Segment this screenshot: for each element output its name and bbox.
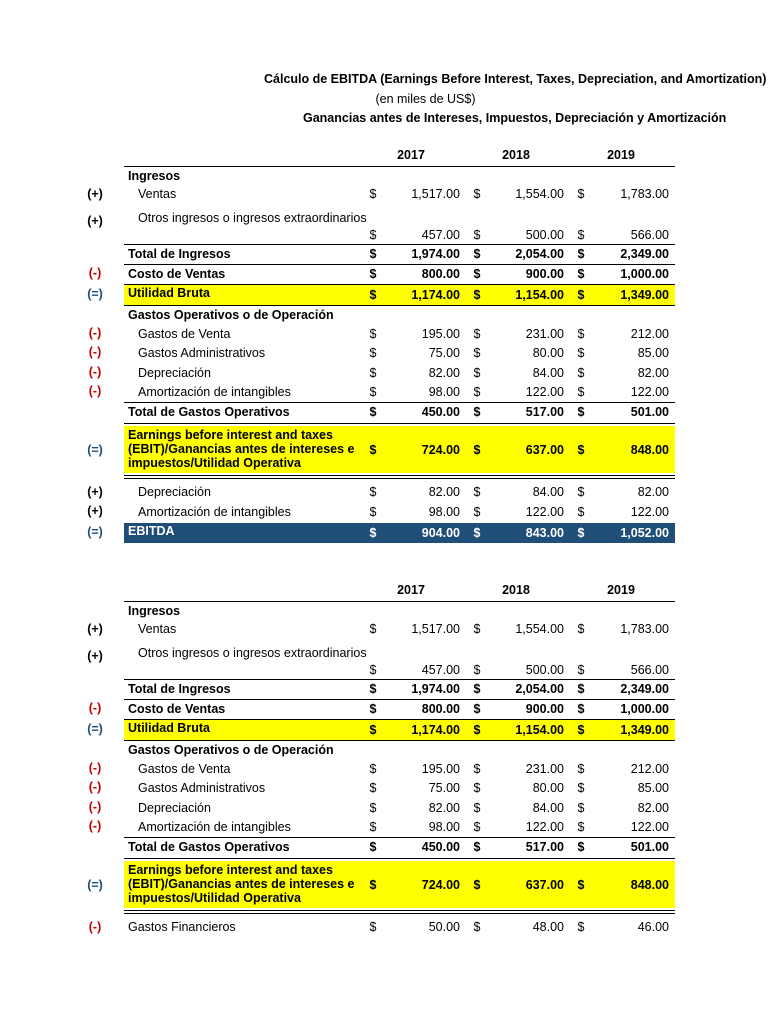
sign-marker: (+) [87, 622, 103, 636]
row-utilidad-bruta [124, 720, 675, 740]
value-cell: 843.00 [525, 526, 564, 540]
row-label: Total de Ingresos [128, 682, 231, 696]
sign-marker: (-) [88, 761, 102, 775]
currency-symbol: $ [577, 702, 585, 716]
currency-symbol: $ [369, 682, 377, 696]
currency-symbol: $ [473, 920, 481, 934]
row-depreciacion-add [124, 484, 675, 500]
value-cell: 85.00 [637, 781, 669, 795]
currency-symbol: $ [369, 762, 377, 776]
value-cell: 1,974.00 [411, 682, 460, 696]
currency-symbol: $ [577, 878, 585, 892]
value-cell: 195.00 [421, 327, 460, 341]
currency-symbol: $ [577, 622, 585, 636]
row-divider [124, 910, 675, 914]
row-label: EBITDA [128, 524, 175, 538]
row-utilidad-bruta [124, 285, 675, 305]
currency-symbol: $ [577, 346, 585, 360]
row-label: Depreciación [138, 801, 211, 815]
value-cell: 82.00 [428, 485, 460, 499]
value-cell: 46.00 [637, 920, 669, 934]
currency-symbol: $ [473, 485, 481, 499]
currency-symbol: $ [473, 187, 481, 201]
currency-symbol: $ [473, 663, 481, 677]
year-label: 2018 [502, 583, 530, 597]
currency-symbol: $ [369, 505, 377, 519]
row-ebitda [124, 523, 675, 543]
value-cell: 2,349.00 [620, 247, 669, 261]
row-gastos-venta [124, 326, 675, 342]
section-header [124, 603, 675, 619]
value-cell: 800.00 [421, 267, 460, 281]
row-label: Depreciación [138, 366, 211, 380]
section-header [124, 307, 675, 323]
value-cell: 1,000.00 [620, 702, 669, 716]
currency-symbol: $ [473, 247, 481, 261]
currency-symbol: $ [577, 723, 585, 737]
value-cell: 1,174.00 [411, 723, 460, 737]
value-cell: 195.00 [421, 762, 460, 776]
row-otros-ingresos [124, 211, 675, 245]
value-cell: 212.00 [630, 762, 669, 776]
row-gastos-venta [124, 761, 675, 777]
value-cell: 1,349.00 [620, 723, 669, 737]
row-otros-ingresos [124, 646, 675, 680]
value-cell: 900.00 [525, 702, 564, 716]
row-label: Earnings before interest and taxes (EBIT)/Ganancias antes de intereses e impuestos/Utilidad Operativa [128, 863, 355, 905]
section-header-label: Gastos Operativos o de Operación [128, 308, 334, 322]
value-cell: 82.00 [637, 485, 669, 499]
currency-symbol: $ [473, 762, 481, 776]
currency-symbol: $ [577, 267, 585, 281]
row-divider [124, 305, 675, 306]
currency-symbol: $ [577, 505, 585, 519]
sign-marker: (-) [88, 800, 102, 814]
currency-symbol: $ [473, 288, 481, 302]
currency-symbol: $ [473, 781, 481, 795]
value-cell: 457.00 [421, 663, 460, 677]
currency-symbol: $ [369, 723, 377, 737]
currency-symbol: $ [473, 682, 481, 696]
row-total-gastos [124, 839, 675, 855]
value-cell: 2,054.00 [515, 682, 564, 696]
currency-symbol: $ [577, 663, 585, 677]
currency-symbol: $ [369, 526, 377, 540]
currency-symbol: $ [577, 781, 585, 795]
value-cell: 1,154.00 [515, 288, 564, 302]
row-divider [124, 679, 675, 680]
value-cell: 900.00 [525, 267, 564, 281]
section-header-label: Ingresos [128, 604, 181, 618]
row-amortizacion [124, 819, 675, 835]
section-header-label: Ingresos [128, 169, 181, 183]
value-cell: 501.00 [630, 840, 669, 854]
row-divider [124, 244, 675, 245]
value-cell: 1,000.00 [620, 267, 669, 281]
value-cell: 1,554.00 [515, 187, 564, 201]
value-cell: 84.00 [532, 485, 564, 499]
value-cell: 1,517.00 [411, 622, 460, 636]
value-cell: 122.00 [630, 820, 669, 834]
row-label: Total de Ingresos [128, 247, 231, 261]
value-cell: 1,517.00 [411, 187, 460, 201]
currency-symbol: $ [577, 288, 585, 302]
value-cell: 122.00 [630, 385, 669, 399]
value-cell: 82.00 [637, 366, 669, 380]
currency-symbol: $ [577, 840, 585, 854]
currency-symbol: $ [473, 723, 481, 737]
value-cell: 82.00 [428, 801, 460, 815]
currency-symbol: $ [473, 878, 481, 892]
section-header [124, 742, 675, 758]
currency-symbol: $ [473, 820, 481, 834]
year-label: 2017 [397, 583, 425, 597]
sign-marker: (-) [88, 920, 102, 934]
sign-marker: (+) [87, 649, 103, 663]
value-cell: 457.00 [421, 228, 460, 242]
currency-symbol: $ [473, 622, 481, 636]
value-cell: 500.00 [525, 663, 564, 677]
row-label: Costo de Ventas [128, 267, 226, 281]
value-cell: 904.00 [421, 526, 460, 540]
value-cell: 82.00 [637, 801, 669, 815]
row-divider [124, 837, 675, 838]
value-cell: 848.00 [630, 878, 669, 892]
currency-symbol: $ [369, 920, 377, 934]
row-divider [124, 166, 675, 167]
currency-symbol: $ [577, 405, 585, 419]
currency-symbol: $ [369, 840, 377, 854]
sign-marker: (-) [88, 701, 102, 715]
currency-symbol: $ [577, 366, 585, 380]
currency-symbol: $ [473, 443, 481, 457]
value-cell: 450.00 [421, 840, 460, 854]
value-cell: 80.00 [532, 346, 564, 360]
row-label: Amortización de intangibles [138, 505, 291, 519]
row-label: Gastos Administrativos [138, 346, 266, 360]
value-cell: 122.00 [630, 505, 669, 519]
sign-marker: (-) [88, 266, 102, 280]
row-label: Total de Gastos Operativos [128, 840, 290, 854]
row-label: Costo de Ventas [128, 702, 226, 716]
currency-symbol: $ [577, 485, 585, 499]
row-divider [124, 740, 675, 741]
currency-symbol: $ [369, 878, 377, 892]
sign-marker: (=) [87, 525, 103, 539]
sign-marker: (-) [88, 365, 102, 379]
value-cell: 566.00 [630, 228, 669, 242]
row-label: Total de Gastos Operativos [128, 405, 290, 419]
row-amortizacion [124, 384, 675, 400]
row-costo-ventas [124, 266, 675, 282]
value-cell: 84.00 [532, 366, 564, 380]
currency-symbol: $ [577, 385, 585, 399]
currency-symbol: $ [369, 247, 377, 261]
value-cell: 637.00 [525, 878, 564, 892]
currency-symbol: $ [369, 663, 377, 677]
currency-symbol: $ [473, 840, 481, 854]
row-label: Gastos de Venta [138, 762, 231, 776]
value-cell: 48.00 [532, 920, 564, 934]
currency-symbol: $ [577, 327, 585, 341]
value-cell: 1,974.00 [411, 247, 460, 261]
currency-symbol: $ [473, 228, 481, 242]
value-cell: 517.00 [525, 405, 564, 419]
currency-symbol: $ [473, 346, 481, 360]
value-cell: 50.00 [428, 920, 460, 934]
row-divider [124, 699, 675, 700]
row-gastos-financieros [124, 919, 675, 935]
currency-symbol: $ [369, 267, 377, 281]
value-cell: 517.00 [525, 840, 564, 854]
value-cell: 637.00 [525, 443, 564, 457]
currency-symbol: $ [577, 762, 585, 776]
currency-symbol: $ [577, 920, 585, 934]
value-cell: 84.00 [532, 801, 564, 815]
row-ventas [124, 621, 675, 637]
row-depreciacion [124, 365, 675, 381]
currency-symbol: $ [577, 801, 585, 815]
currency-symbol: $ [577, 187, 585, 201]
value-cell: 724.00 [421, 878, 460, 892]
row-label: Otros ingresos o ingresos extraordinarios [138, 646, 367, 660]
sign-marker: (-) [88, 819, 102, 833]
currency-symbol: $ [369, 327, 377, 341]
value-cell: 85.00 [637, 346, 669, 360]
value-cell: 1,349.00 [620, 288, 669, 302]
row-depreciacion [124, 800, 675, 816]
row-label: Ventas [138, 622, 177, 636]
value-cell: 500.00 [525, 228, 564, 242]
value-cell: 1,154.00 [515, 723, 564, 737]
row-label: Utilidad Bruta [128, 286, 210, 300]
sign-marker: (-) [88, 345, 102, 359]
currency-symbol: $ [369, 288, 377, 302]
value-cell: 1,174.00 [411, 288, 460, 302]
value-cell: 1,783.00 [620, 622, 669, 636]
row-divider [124, 402, 675, 403]
sheet-subtitle-2: Ganancias antes de Intereses, Impuestos, Depreciación y Amortización [303, 111, 727, 125]
currency-symbol: $ [369, 702, 377, 716]
row-gastos-admin [124, 345, 675, 361]
currency-symbol: $ [473, 505, 481, 519]
value-cell: 122.00 [525, 505, 564, 519]
value-cell: 212.00 [630, 327, 669, 341]
row-label: Gastos de Venta [138, 327, 231, 341]
row-total-gastos [124, 404, 675, 420]
currency-symbol: $ [577, 247, 585, 261]
currency-symbol: $ [473, 327, 481, 341]
currency-symbol: $ [473, 405, 481, 419]
currency-symbol: $ [369, 443, 377, 457]
row-label: Utilidad Bruta [128, 721, 210, 735]
currency-symbol: $ [577, 228, 585, 242]
sheet-subtitle: (en miles de US$) [375, 92, 476, 106]
row-ventas [124, 186, 675, 202]
value-cell: 122.00 [525, 385, 564, 399]
value-cell: 98.00 [428, 820, 460, 834]
sign-marker: (=) [87, 287, 103, 301]
sign-marker: (-) [88, 780, 102, 794]
value-cell: 800.00 [421, 702, 460, 716]
currency-symbol: $ [473, 801, 481, 815]
row-label: Gastos Administrativos [138, 781, 266, 795]
row-label: Depreciación [138, 485, 211, 499]
currency-symbol: $ [369, 346, 377, 360]
currency-symbol: $ [369, 801, 377, 815]
year-header [124, 148, 675, 164]
year-label: 2018 [502, 148, 530, 162]
row-costo-ventas [124, 701, 675, 717]
currency-symbol: $ [577, 820, 585, 834]
row-divider [124, 264, 675, 265]
sign-marker: (+) [87, 504, 103, 518]
value-cell: 231.00 [525, 762, 564, 776]
value-cell: 450.00 [421, 405, 460, 419]
row-total-ingresos [124, 246, 675, 262]
year-label: 2017 [397, 148, 425, 162]
year-label: 2019 [607, 148, 635, 162]
currency-symbol: $ [473, 366, 481, 380]
currency-symbol: $ [577, 443, 585, 457]
value-cell: 75.00 [428, 346, 460, 360]
year-label: 2019 [607, 583, 635, 597]
sign-marker: (=) [87, 722, 103, 736]
sign-marker: (-) [88, 326, 102, 340]
value-cell: 80.00 [532, 781, 564, 795]
value-cell: 848.00 [630, 443, 669, 457]
currency-symbol: $ [473, 526, 481, 540]
row-label: Gastos Financieros [128, 920, 236, 934]
currency-symbol: $ [369, 187, 377, 201]
row-divider [124, 601, 675, 602]
value-cell: 122.00 [525, 820, 564, 834]
row-label: Earnings before interest and taxes (EBIT)/Ganancias antes de intereses e impuestos/Utilidad Operativa [128, 428, 355, 470]
sign-marker: (+) [87, 485, 103, 499]
currency-symbol: $ [369, 820, 377, 834]
row-gastos-admin [124, 780, 675, 796]
sign-marker: (+) [87, 187, 103, 201]
value-cell: 566.00 [630, 663, 669, 677]
value-cell: 1,554.00 [515, 622, 564, 636]
section-header-label: Gastos Operativos o de Operación [128, 743, 334, 757]
value-cell: 98.00 [428, 385, 460, 399]
value-cell: 75.00 [428, 781, 460, 795]
row-label: Otros ingresos o ingresos extraordinarios [138, 211, 367, 225]
currency-symbol: $ [369, 781, 377, 795]
currency-symbol: $ [577, 526, 585, 540]
row-divider [124, 475, 675, 479]
currency-symbol: $ [369, 366, 377, 380]
sheet-title: Cálculo de EBITDA (Earnings Before Interest, Taxes, Depreciation, and Amortization) [264, 72, 767, 86]
row-ebit [124, 861, 675, 908]
row-amortizacion-add [124, 504, 675, 520]
currency-symbol: $ [473, 267, 481, 281]
currency-symbol: $ [369, 622, 377, 636]
value-cell: 501.00 [630, 405, 669, 419]
value-cell: 82.00 [428, 366, 460, 380]
row-label: Amortización de intangibles [138, 820, 291, 834]
value-cell: 724.00 [421, 443, 460, 457]
value-cell: 231.00 [525, 327, 564, 341]
value-cell: 1,052.00 [620, 526, 669, 540]
currency-symbol: $ [473, 385, 481, 399]
value-cell: 2,349.00 [620, 682, 669, 696]
year-header [124, 583, 675, 599]
currency-symbol: $ [369, 385, 377, 399]
value-cell: 1,783.00 [620, 187, 669, 201]
currency-symbol: $ [369, 485, 377, 499]
row-label: Amortización de intangibles [138, 385, 291, 399]
section-header [124, 168, 675, 184]
row-total-ingresos [124, 681, 675, 697]
currency-symbol: $ [473, 702, 481, 716]
sign-marker: (-) [88, 384, 102, 398]
currency-symbol: $ [369, 405, 377, 419]
currency-symbol: $ [577, 682, 585, 696]
row-ebit [124, 426, 675, 473]
sign-marker: (=) [87, 443, 103, 457]
value-cell: 98.00 [428, 505, 460, 519]
row-label: Ventas [138, 187, 177, 201]
value-cell: 2,054.00 [515, 247, 564, 261]
sign-marker: (+) [87, 214, 103, 228]
sign-marker: (=) [87, 878, 103, 892]
currency-symbol: $ [369, 228, 377, 242]
